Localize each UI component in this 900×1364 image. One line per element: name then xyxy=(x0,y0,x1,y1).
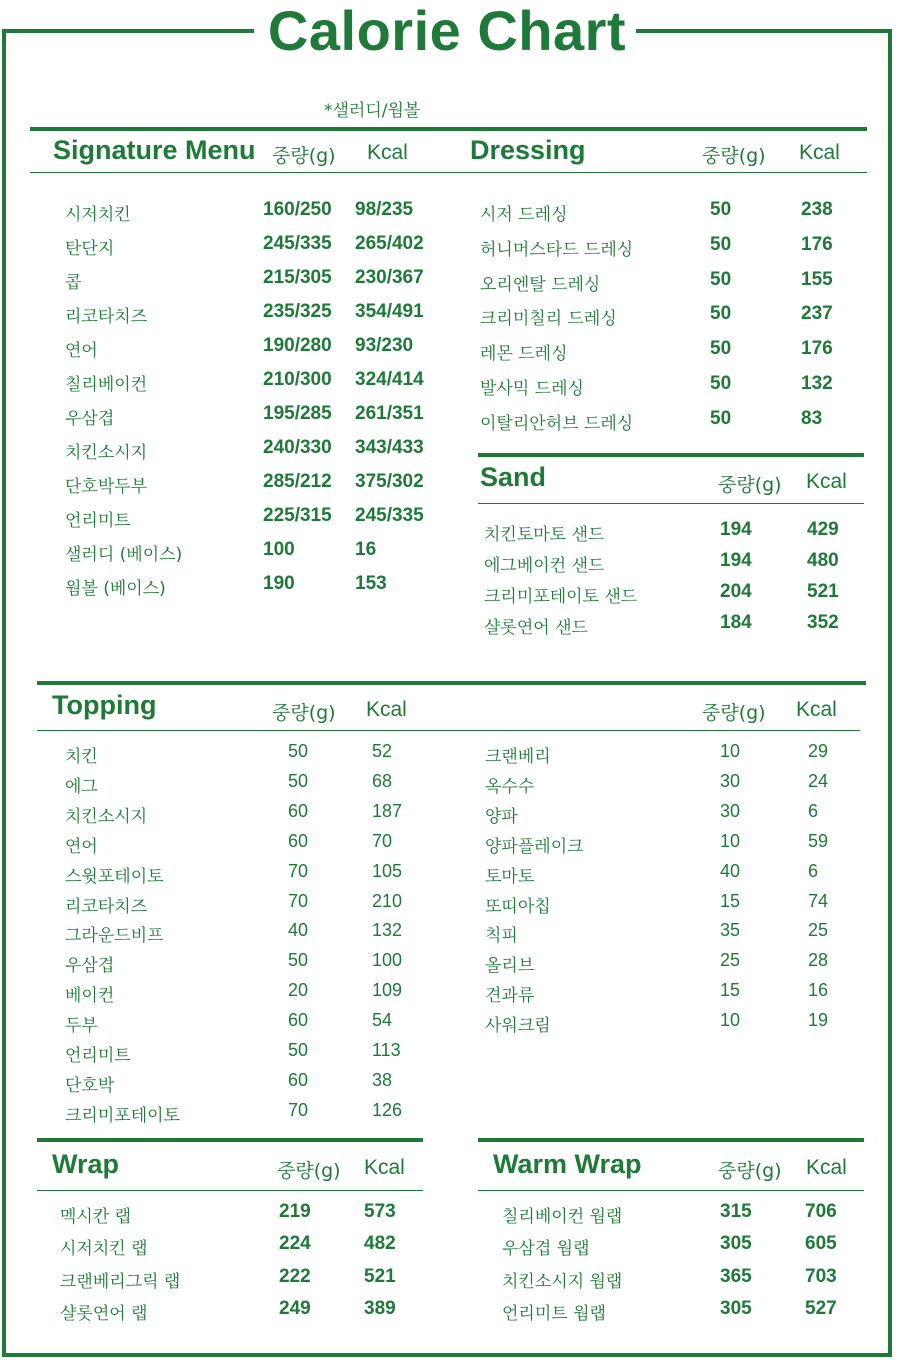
item-name: 우삼겹 xyxy=(65,956,115,977)
item-kcal: 25 xyxy=(808,920,829,941)
title-rule-right xyxy=(636,29,892,33)
item-weight: 190/280 xyxy=(263,335,332,356)
item-kcal: 706 xyxy=(805,1201,837,1222)
dressing-top-bar xyxy=(467,127,867,131)
item-kcal: 68 xyxy=(372,770,393,791)
item-weight: 10 xyxy=(720,830,741,851)
item-weight: 70 xyxy=(288,890,309,911)
item-name: 스윗포테이토 xyxy=(65,866,164,887)
item-weight: 195/285 xyxy=(263,403,332,424)
item-weight: 40 xyxy=(720,860,741,881)
item-kcal: 132 xyxy=(801,373,833,394)
item-kcal: 83 xyxy=(801,407,823,429)
item-weight: 235/325 xyxy=(263,301,332,322)
item-kcal: 28 xyxy=(808,950,829,971)
item-name: 크리미칠리 드레싱 xyxy=(480,309,617,330)
item-kcal: 109 xyxy=(372,980,403,1001)
item-kcal: 237 xyxy=(801,303,833,325)
item-weight: 184 xyxy=(720,612,752,633)
signature-weight-header: 중량(g) xyxy=(272,145,336,167)
item-name: 칠리베이컨 xyxy=(65,375,148,395)
item-weight: 315 xyxy=(720,1201,752,1222)
item-name: 크랜베리그릭 랩 xyxy=(60,1271,181,1292)
item-weight: 245/335 xyxy=(263,233,332,254)
item-weight: 190 xyxy=(263,573,295,594)
base-note: *샐러디/웜볼 xyxy=(324,101,421,121)
item-name: 언리미트 xyxy=(65,1046,131,1066)
item-name: 옥수수 xyxy=(485,776,535,797)
item-kcal: 16 xyxy=(808,980,829,1001)
sand-title: Sand xyxy=(480,462,547,492)
item-weight: 215/305 xyxy=(263,267,332,288)
item-kcal: 176 xyxy=(801,338,833,360)
warm-wrap-kcal-header: Kcal xyxy=(806,1156,847,1179)
item-weight: 15 xyxy=(720,890,741,911)
item-weight: 70 xyxy=(288,860,309,881)
item-name: 또띠아칩 xyxy=(485,896,551,917)
item-weight: 60 xyxy=(288,1069,309,1090)
item-weight: 10 xyxy=(720,1010,741,1031)
item-name: 시저 드레싱 xyxy=(480,205,568,225)
item-name: 시저치킨 랩 xyxy=(60,1239,148,1260)
item-kcal: 375/302 xyxy=(355,471,424,492)
item-name: 치킨소시지 웜랩 xyxy=(502,1271,623,1292)
item-weight: 210/300 xyxy=(263,369,332,390)
item-kcal: 521 xyxy=(807,581,839,602)
item-name: 리코타치즈 xyxy=(65,307,148,327)
item-weight: 50 xyxy=(710,199,732,220)
item-name: 허니머스타드 드레싱 xyxy=(480,239,634,260)
wrap-title: Wrap xyxy=(52,1149,120,1179)
item-name: 리코타치즈 xyxy=(65,896,148,917)
item-kcal: 573 xyxy=(364,1201,396,1222)
item-name: 에그 xyxy=(65,776,98,797)
item-kcal: 54 xyxy=(372,1010,393,1031)
item-name: 치킨소시지 xyxy=(65,806,148,827)
signature-title: Signature Menu xyxy=(53,135,256,165)
item-weight: 240/330 xyxy=(263,437,332,458)
dressing-header-rule xyxy=(467,172,867,173)
item-weight: 100 xyxy=(263,539,295,560)
title-rule-left xyxy=(2,29,254,33)
item-weight: 160/250 xyxy=(263,199,332,220)
item-kcal: 354/491 xyxy=(355,301,424,322)
item-kcal: 343/433 xyxy=(355,437,424,458)
item-kcal: 70 xyxy=(372,830,393,851)
item-weight: 15 xyxy=(720,980,741,1001)
wrap-top-bar xyxy=(37,1138,423,1142)
topping-title: Topping xyxy=(52,690,157,720)
item-weight: 35 xyxy=(720,920,741,941)
item-name: 두부 xyxy=(65,1016,98,1037)
item-name: 사워크림 xyxy=(485,1016,551,1037)
item-name: 그라운드비프 xyxy=(65,926,164,947)
topping-header-rule xyxy=(37,730,860,731)
item-kcal: 261/351 xyxy=(355,403,424,424)
item-weight: 60 xyxy=(288,1010,309,1031)
topping-kcal-header: Kcal xyxy=(366,698,407,721)
item-weight: 225/315 xyxy=(263,505,332,526)
sand-weight-header: 중량(g) xyxy=(718,474,782,496)
item-kcal: 482 xyxy=(364,1233,396,1255)
item-weight: 50 xyxy=(288,1040,309,1060)
page-title: Calorie Chart xyxy=(262,0,632,63)
item-weight: 40 xyxy=(288,920,309,941)
item-kcal: 52 xyxy=(372,741,393,761)
item-weight: 305 xyxy=(720,1297,752,1319)
item-name: 양파 xyxy=(485,806,518,827)
item-name: 치킨 xyxy=(65,747,98,767)
item-name: 단호박 xyxy=(65,1075,115,1096)
item-kcal: 24 xyxy=(808,770,829,791)
item-kcal: 265/402 xyxy=(355,233,424,254)
item-name: 견과류 xyxy=(485,986,535,1007)
item-name: 에그베이컨 샌드 xyxy=(484,556,605,576)
item-kcal: 105 xyxy=(372,860,403,881)
item-kcal: 113 xyxy=(372,1040,401,1060)
item-name: 웜볼 (베이스) xyxy=(65,579,166,599)
item-weight: 222 xyxy=(279,1265,311,1287)
item-kcal: 230/367 xyxy=(355,267,424,288)
item-kcal: 352 xyxy=(807,612,839,633)
item-weight: 70 xyxy=(288,1099,309,1120)
item-weight: 285/212 xyxy=(263,471,332,492)
item-kcal: 324/414 xyxy=(355,369,424,390)
item-kcal: 155 xyxy=(801,268,833,290)
item-name: 우삼겹 웜랩 xyxy=(502,1239,590,1260)
item-name: 우삼겹 xyxy=(65,409,115,429)
item-name: 베이컨 xyxy=(65,986,115,1007)
item-name: 콥 xyxy=(65,273,82,293)
warm-wrap-weight-header: 중량(g) xyxy=(718,1160,782,1182)
item-weight: 50 xyxy=(288,770,309,791)
item-kcal: 527 xyxy=(805,1297,837,1319)
item-name: 샬롯연어 샌드 xyxy=(484,618,588,638)
item-kcal: 480 xyxy=(807,550,839,571)
item-name: 레몬 드레싱 xyxy=(480,344,568,365)
item-weight: 50 xyxy=(288,950,309,971)
item-weight: 365 xyxy=(720,1265,752,1287)
warm-wrap-top-bar xyxy=(478,1138,864,1142)
item-name: 토마토 xyxy=(485,866,535,887)
item-kcal: 429 xyxy=(807,519,839,540)
item-weight: 50 xyxy=(710,338,732,360)
sand-header-rule xyxy=(478,503,864,504)
item-name: 언리미트 xyxy=(65,511,131,531)
item-weight: 204 xyxy=(720,581,752,602)
item-kcal: 187 xyxy=(372,800,403,821)
wrap-weight-header: 중량(g) xyxy=(277,1160,341,1182)
item-name: 이탈리안허브 드레싱 xyxy=(480,413,634,434)
item-kcal: 98/235 xyxy=(355,199,414,220)
sand-top-bar xyxy=(478,453,864,457)
item-name: 양파플레이크 xyxy=(485,836,584,857)
item-name: 언리미트 웜랩 xyxy=(502,1303,606,1324)
item-weight: 30 xyxy=(720,770,741,791)
item-name: 시저치킨 xyxy=(65,205,131,225)
item-name: 샬롯연어 랩 xyxy=(60,1303,148,1324)
item-kcal: 703 xyxy=(805,1265,837,1287)
item-weight: 305 xyxy=(720,1233,752,1255)
warm-wrap-title: Warm Wrap xyxy=(493,1149,642,1179)
item-name: 크리미포테이토 샌드 xyxy=(484,587,638,607)
item-weight: 30 xyxy=(720,800,741,821)
item-kcal: 238 xyxy=(801,199,833,220)
item-kcal: 6 xyxy=(808,800,819,821)
item-weight: 20 xyxy=(288,980,309,1001)
item-weight: 50 xyxy=(710,233,732,255)
wrap-header-rule xyxy=(37,1190,423,1191)
item-name: 오리엔탈 드레싱 xyxy=(480,274,601,295)
item-weight: 50 xyxy=(710,373,732,394)
item-name: 연어 xyxy=(65,836,98,857)
item-kcal: 100 xyxy=(372,950,403,971)
topping-weight-header-right: 중량(g) xyxy=(702,702,766,724)
item-weight: 50 xyxy=(710,407,732,429)
wrap-kcal-header: Kcal xyxy=(364,1156,405,1179)
item-weight: 50 xyxy=(710,303,732,325)
item-name: 치킨토마토 샌드 xyxy=(484,525,605,545)
item-name: 발사믹 드레싱 xyxy=(480,379,584,399)
signature-kcal-header: Kcal xyxy=(367,141,408,164)
item-kcal: 521 xyxy=(364,1265,396,1287)
item-name: 멕시칸 랩 xyxy=(60,1207,132,1227)
item-kcal: 29 xyxy=(808,741,829,761)
item-kcal: 19 xyxy=(808,1010,829,1031)
item-name: 크랜베리 xyxy=(485,747,551,767)
topping-kcal-header-right: Kcal xyxy=(796,698,837,721)
dressing-weight-header: 중량(g) xyxy=(702,145,766,167)
item-weight: 50 xyxy=(710,268,732,290)
item-kcal: 245/335 xyxy=(355,505,424,526)
dressing-kcal-header: Kcal xyxy=(799,141,840,164)
item-weight: 194 xyxy=(720,519,752,540)
item-name: 크리미포테이토 xyxy=(65,1105,180,1126)
item-weight: 219 xyxy=(279,1201,311,1222)
item-weight: 25 xyxy=(720,950,741,971)
topping-top-bar xyxy=(37,681,866,685)
item-weight: 60 xyxy=(288,830,309,851)
item-weight: 60 xyxy=(288,800,309,821)
item-kcal: 16 xyxy=(355,539,377,560)
signature-top-bar xyxy=(30,127,467,131)
item-name: 칠리베이컨 웜랩 xyxy=(502,1207,623,1227)
item-name: 올리브 xyxy=(485,956,535,977)
item-kcal: 605 xyxy=(805,1233,837,1255)
item-kcal: 74 xyxy=(808,890,829,911)
item-kcal: 132 xyxy=(372,920,403,941)
item-weight: 10 xyxy=(720,741,741,761)
item-kcal: 126 xyxy=(372,1099,403,1120)
item-weight: 224 xyxy=(279,1233,311,1255)
item-kcal: 6 xyxy=(808,860,819,881)
sand-kcal-header: Kcal xyxy=(806,470,847,493)
item-weight: 50 xyxy=(288,741,309,761)
item-kcal: 176 xyxy=(801,233,833,255)
item-kcal: 93/230 xyxy=(355,335,414,356)
dressing-title: Dressing xyxy=(470,135,586,165)
warm-wrap-header-rule xyxy=(478,1190,864,1191)
item-name: 단호박두부 xyxy=(65,477,148,497)
item-kcal: 210 xyxy=(372,890,403,911)
item-kcal: 389 xyxy=(364,1297,396,1319)
item-name: 샐러디 (베이스) xyxy=(65,545,183,565)
item-name: 칙피 xyxy=(485,926,518,947)
item-weight: 194 xyxy=(720,550,752,571)
item-kcal: 59 xyxy=(808,830,829,851)
item-kcal: 38 xyxy=(372,1069,393,1090)
item-weight: 249 xyxy=(279,1297,311,1319)
item-name: 탄단지 xyxy=(65,239,115,259)
item-name: 연어 xyxy=(65,341,98,361)
item-name: 치킨소시지 xyxy=(65,443,148,463)
item-kcal: 153 xyxy=(355,573,387,594)
signature-header-rule xyxy=(30,172,467,173)
topping-weight-header: 중량(g) xyxy=(272,702,336,724)
